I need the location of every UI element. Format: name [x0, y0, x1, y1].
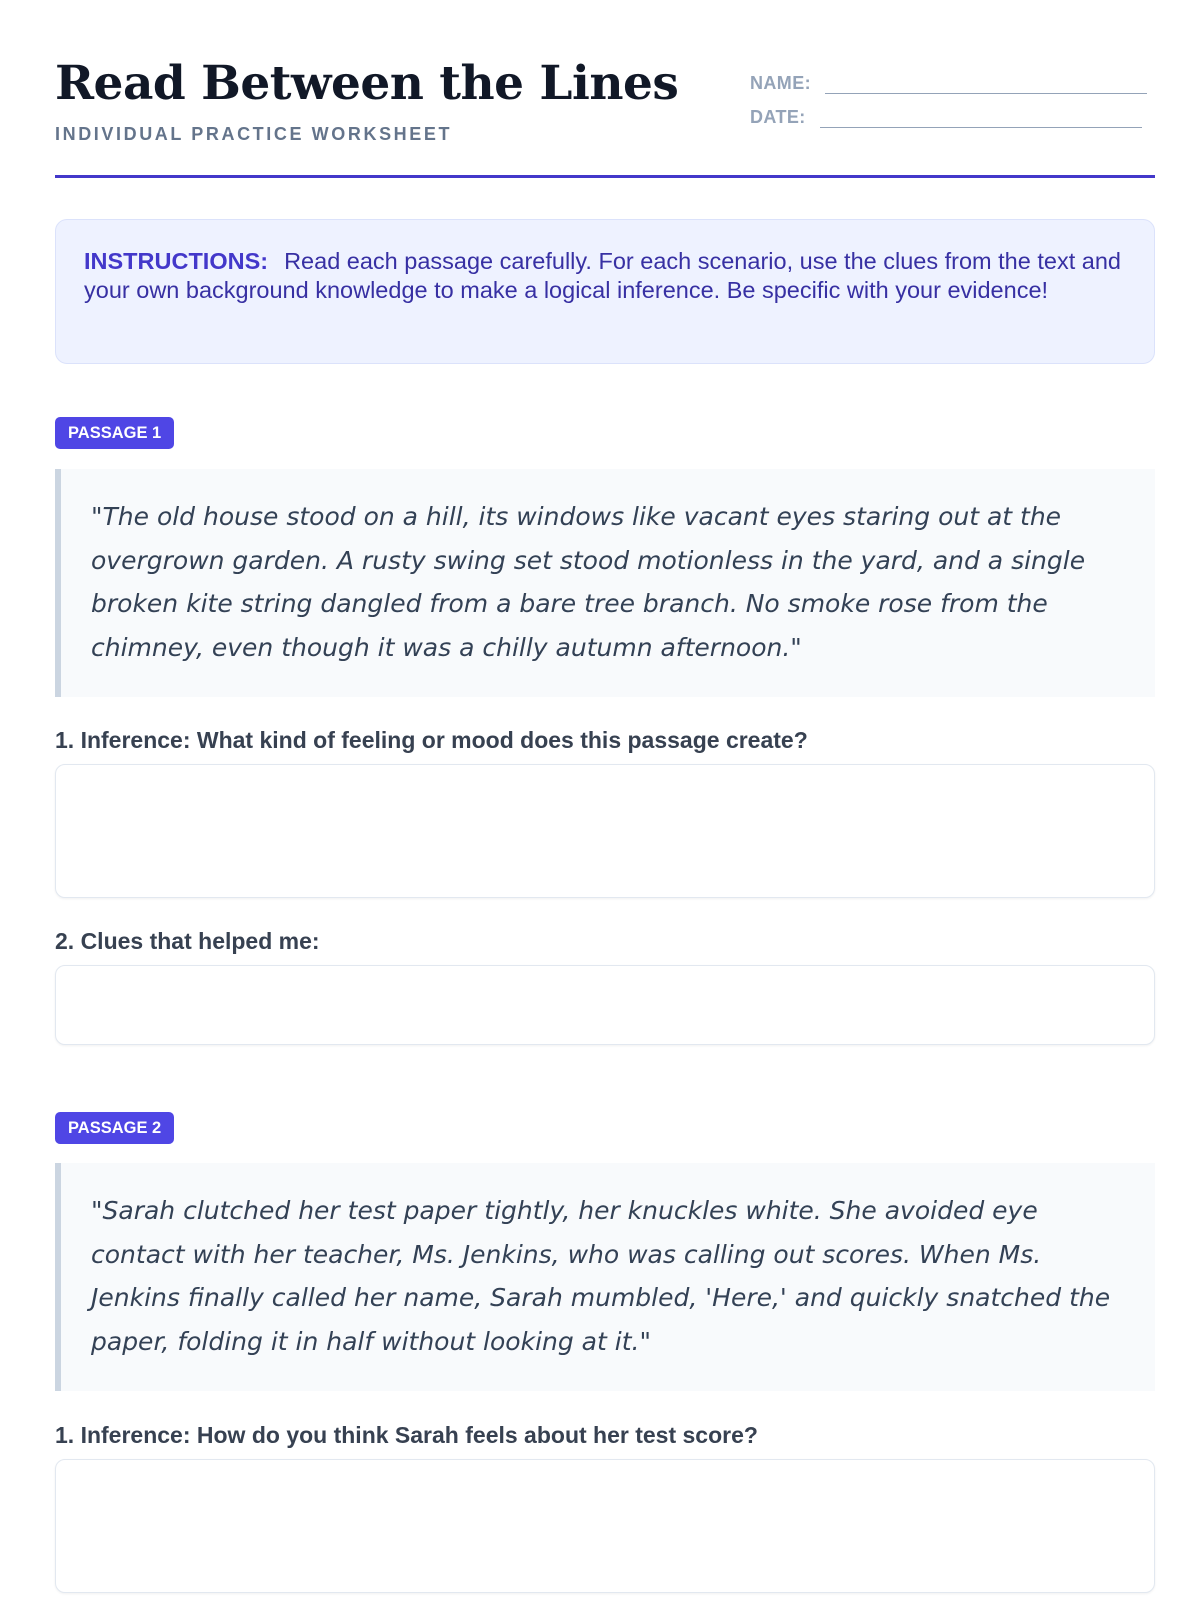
instructions-lead: INSTRUCTIONS:	[84, 248, 269, 274]
name-field-row	[750, 72, 1147, 94]
passage-2-badge: PASSAGE 2	[55, 1112, 174, 1144]
passage-1-answer-2[interactable]	[55, 965, 1155, 1045]
passage-1-text: "The old house stood on a hill, its windows like vacant eyes staring out at the overgrown garden. A rusty swing set stood motionless in the yard, and a single broken kite string dangled from a bare tree branch. No smoke rose from the chimney, even though it was a chilly autumn afternoon."	[55, 469, 1155, 697]
page-title: Read Between the Lines	[55, 56, 679, 111]
instructions-text: Read each passage carefully. For each scenario, use the clues from the text and your own background knowledge to make a logical inference. Be specific with your evidence!	[84, 248, 1121, 303]
passage-1-answer-1[interactable]	[55, 764, 1155, 898]
worksheet-page	[55, 0, 1155, 1600]
date-field-row	[750, 106, 1142, 128]
worksheet-header	[55, 0, 1155, 178]
date-line[interactable]	[820, 106, 1142, 128]
name-line[interactable]	[825, 72, 1147, 94]
date-label: DATE:	[750, 107, 806, 127]
page-subtitle: INDIVIDUAL PRACTICE WORKSHEET	[55, 124, 453, 144]
passage-1-question-2: 2. Clues that helped me:	[55, 928, 320, 954]
passage-2-answer-1[interactable]	[55, 1459, 1155, 1593]
passage-1-badge: PASSAGE 1	[55, 417, 174, 449]
passage-2-text: "Sarah clutched her test paper tightly, her knuckles white. She avoided eye contact with her teacher, Ms. Jenkins, who was calling out scores. When Ms. Jenkins finally called her name, Sarah mumbled, 'Here,' and quickly snatched the paper, folding it in half without looking at it."	[55, 1163, 1155, 1391]
name-label: NAME:	[750, 73, 811, 93]
passage-2-question-1: 1. Inference: How do you think Sarah feels about her test score?	[55, 1422, 758, 1448]
passage-1-question-1: 1. Inference: What kind of feeling or mood does this passage create?	[55, 727, 808, 753]
instructions-box	[55, 219, 1155, 364]
